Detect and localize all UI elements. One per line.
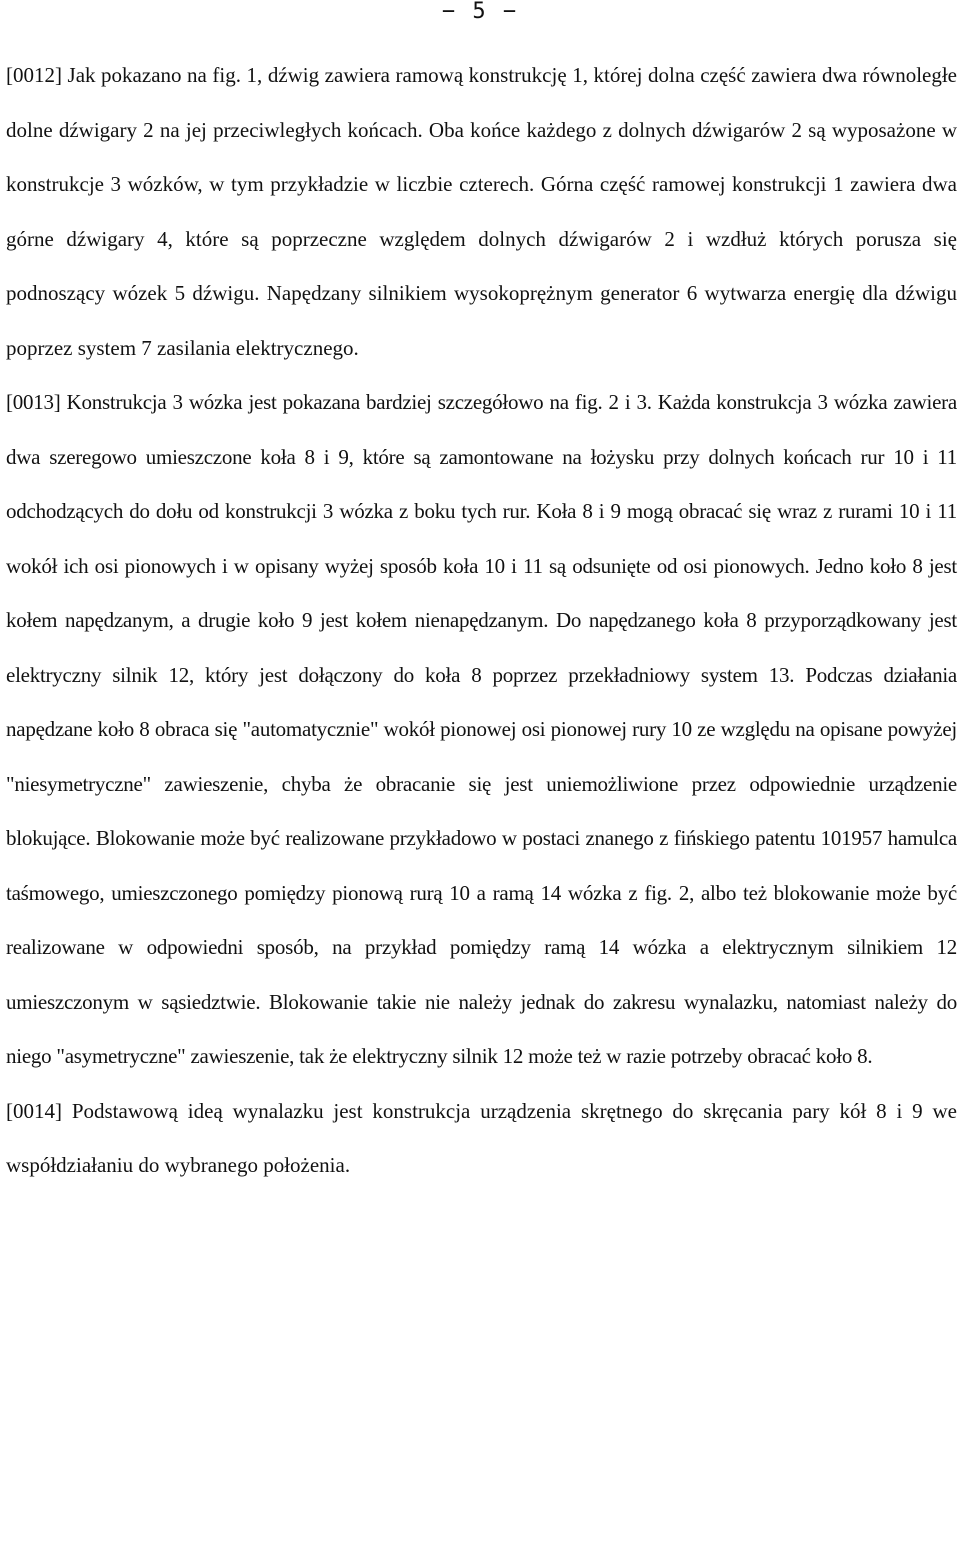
document-body — [6, 48, 957, 1193]
page-number: − 5 − — [441, 0, 519, 24]
paragraph-0012: [0012] Jak pokazano na fig. 1, dźwig zawiera ramową konstrukcję 1, której dolna część zawiera dwa równoległe dolne dźwigary 2 na jej przeciwległych końcach. Oba końce każdego z dolnych dźwigarów 2 są wyposażone w konstrukcje 3 wózków, w tym przykładzie w liczbie czterech. Górna część ramowej konstrukcji 1 zawiera dwa górne dźwigary 4, które są poprzeczne względem dolnych dźwigarów 2 i wzdłuż których porusza się podnoszący wózek 5 dźwigu. Napędzany silnikiem wysokoprężnym generator 6 wytwarza energię dla dźwigu poprzez system 7 zasilania elektrycznego. — [6, 63, 957, 360]
paragraph-0013: [0013] Konstrukcja 3 wózka jest pokazana bardziej szczegółowo na fig. 2 i 3. Każda konstrukcja 3 wózka zawiera dwa szeregowo umieszczone koła 8 i 9, które są zamontowane na łożysku przy dolnych końcach rur 10 i 11 odchodzących do dołu od konstrukcji 3 wózka z boku tych rur. Koła 8 i 9 mogą obracać się wraz z rurami 10 i 11 wokół ich osi pionowych i w opisany wyżej sposób koła 10 i 11 są odsunięte od osi pionowych. Jedno koło 8 jest kołem napędzanym, a drugie koło 9 jest kołem nienapędzanym. Do napędzanego koła 8 przyporządkowany jest elektryczny silnik 12, który jest dołączony do koła 8 poprzez przekładniowy system 13. Podczas działania napędzane koło 8 obraca się "automatycznie" wokół pionowej osi pionowej rury 10 ze względu na opisane powyżej "niesymetryczne" zawieszenie, chyba że obracanie się jest uniemożliwione przez odpowiednie urządzenie blokujące. Blokowanie może być realizowane przykładowo w postaci znanego z fińskiego patentu 101957 hamulca taśmowego, umieszczonego pomiędzy pionową rurą 10 a ramą 14 wózka z fig. 2, albo też blokowanie może być realizowane w odpowiedni sposób, na przykład pomiędzy ramą 14 wózka a elektrycznym silnikiem 12 umieszczonym w sąsiedztwie. Blokowanie takie nie należy jednak do zakresu wynalazku, natomiast należy do niego "asymetryczne" zawieszenie, tak że elektryczny silnik 12 może też w razie potrzeby obracać koło 8. — [6, 390, 957, 1068]
paragraph-0014: [0014] Podstawową ideą wynalazku jest konstrukcja urządzenia skrętnego do skręcania pary kół 8 i 9 we współdziałaniu do wybranego położenia. — [6, 1098, 957, 1177]
